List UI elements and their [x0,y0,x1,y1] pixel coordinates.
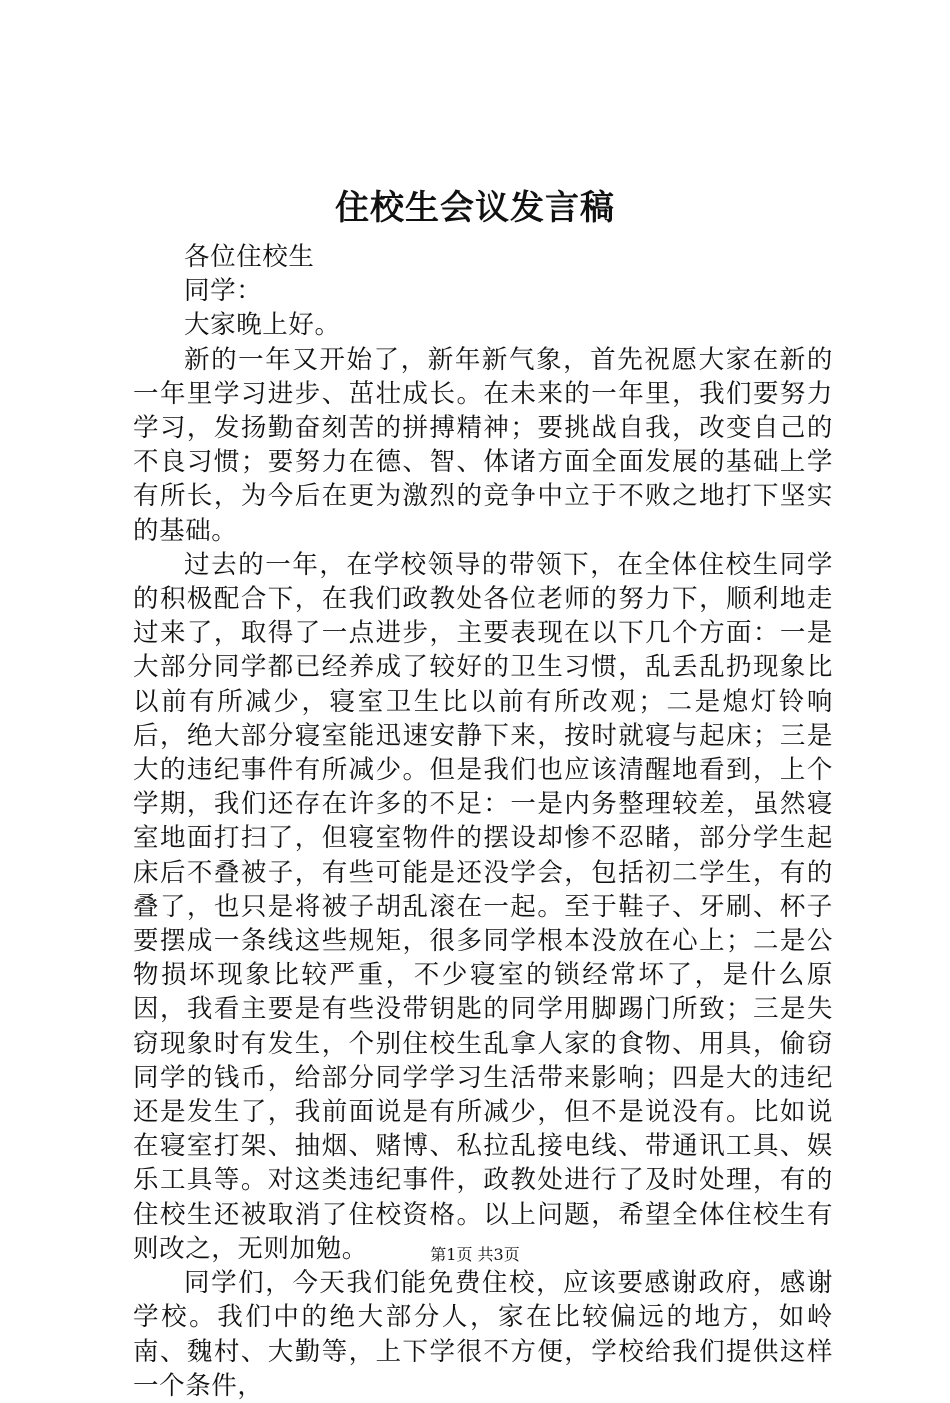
page-footer: 第1页 共3页 [430,1245,520,1264]
salutation-line-1: 各位住校生 [184,242,315,272]
document-title: 住校生会议发言稿 [335,188,615,228]
document-body [133,240,833,1403]
greeting-line: 大家晚上好。 [184,310,341,341]
paragraph-gratitude: 同学们，今天我们能免费住校，应该要感谢政府，感谢学校。我们中的绝大部分人，家在比较偏远的地方，如岭南、魏村、大勤等，上下学很不方便，学校给我们提供这样一个条件， [133,1268,833,1401]
paragraph-new-year: 新的一年又开始了，新年新气象，首先祝愿大家在新的一年里学习进步、茁壮成长。在未来的一年里，我们要努力学习，发扬勤奋刻苦的拼搏精神；要挑战自我，改变自己的不良习惯；要努力在德、智、体诸方面全面发展的基础上学有所长，为今后在更为激烈的竞争中立于不败之地打下坚实的基础。 [133,344,833,546]
paragraph-past-year: 过去的一年，在学校领导的带领下，在全体住校生同学的积极配合下，在我们政教处各位老师的努力下，顺利地走过来了，取得了一点进步，主要表现在以下几个方面：一是大部分同学都已经养成了较好的卫生习惯，乱丢乱扔现象比以前有所减少，寝室卫生比以前有所改观；二是熄灯铃响后，绝大部分寝室能迅速安静下来，按时就寝与起床；三是大的违纪事件有所减少。但是我们也应该清醒地看到，上个学期，我们还存在许多的不足：一是内务整理较差，虽然寝室地面打扫了，但寝室物件的摆设却惨不忍睹，部分学生起床后不叠被子，有些可能是还没学会，包括初二学生，有的叠了，也只是将被子胡乱滚在一起。至于鞋子、牙刷、杯子要摆成一条线这些规矩，很多同学根本没放在心上；二是公物损坏现象比较严重，不少寝室的锁经常坏了，是什么原因，我看主要是有些没带钥匙的同学用脚踢门所致；三是失窃现象时有发生，个别住校生乱拿人家的食物、用具，偷窃同学的钱币，给部分同学学习生活带来影响；四是大的违纪还是发生了，我前面说是有所减少，但不是说没有。比如说在寝室打架、抽烟、赌博、私拉乱接电线、带通讯工具、娱乐工具等。对这类违纪事件，政教处进行了及时处理，有的住校生还被取消了住校资格。以上问题，希望全体住校生有则改之，无则加勉。 [133,549,833,1264]
salutation-line-2: 同学： [184,276,263,307]
